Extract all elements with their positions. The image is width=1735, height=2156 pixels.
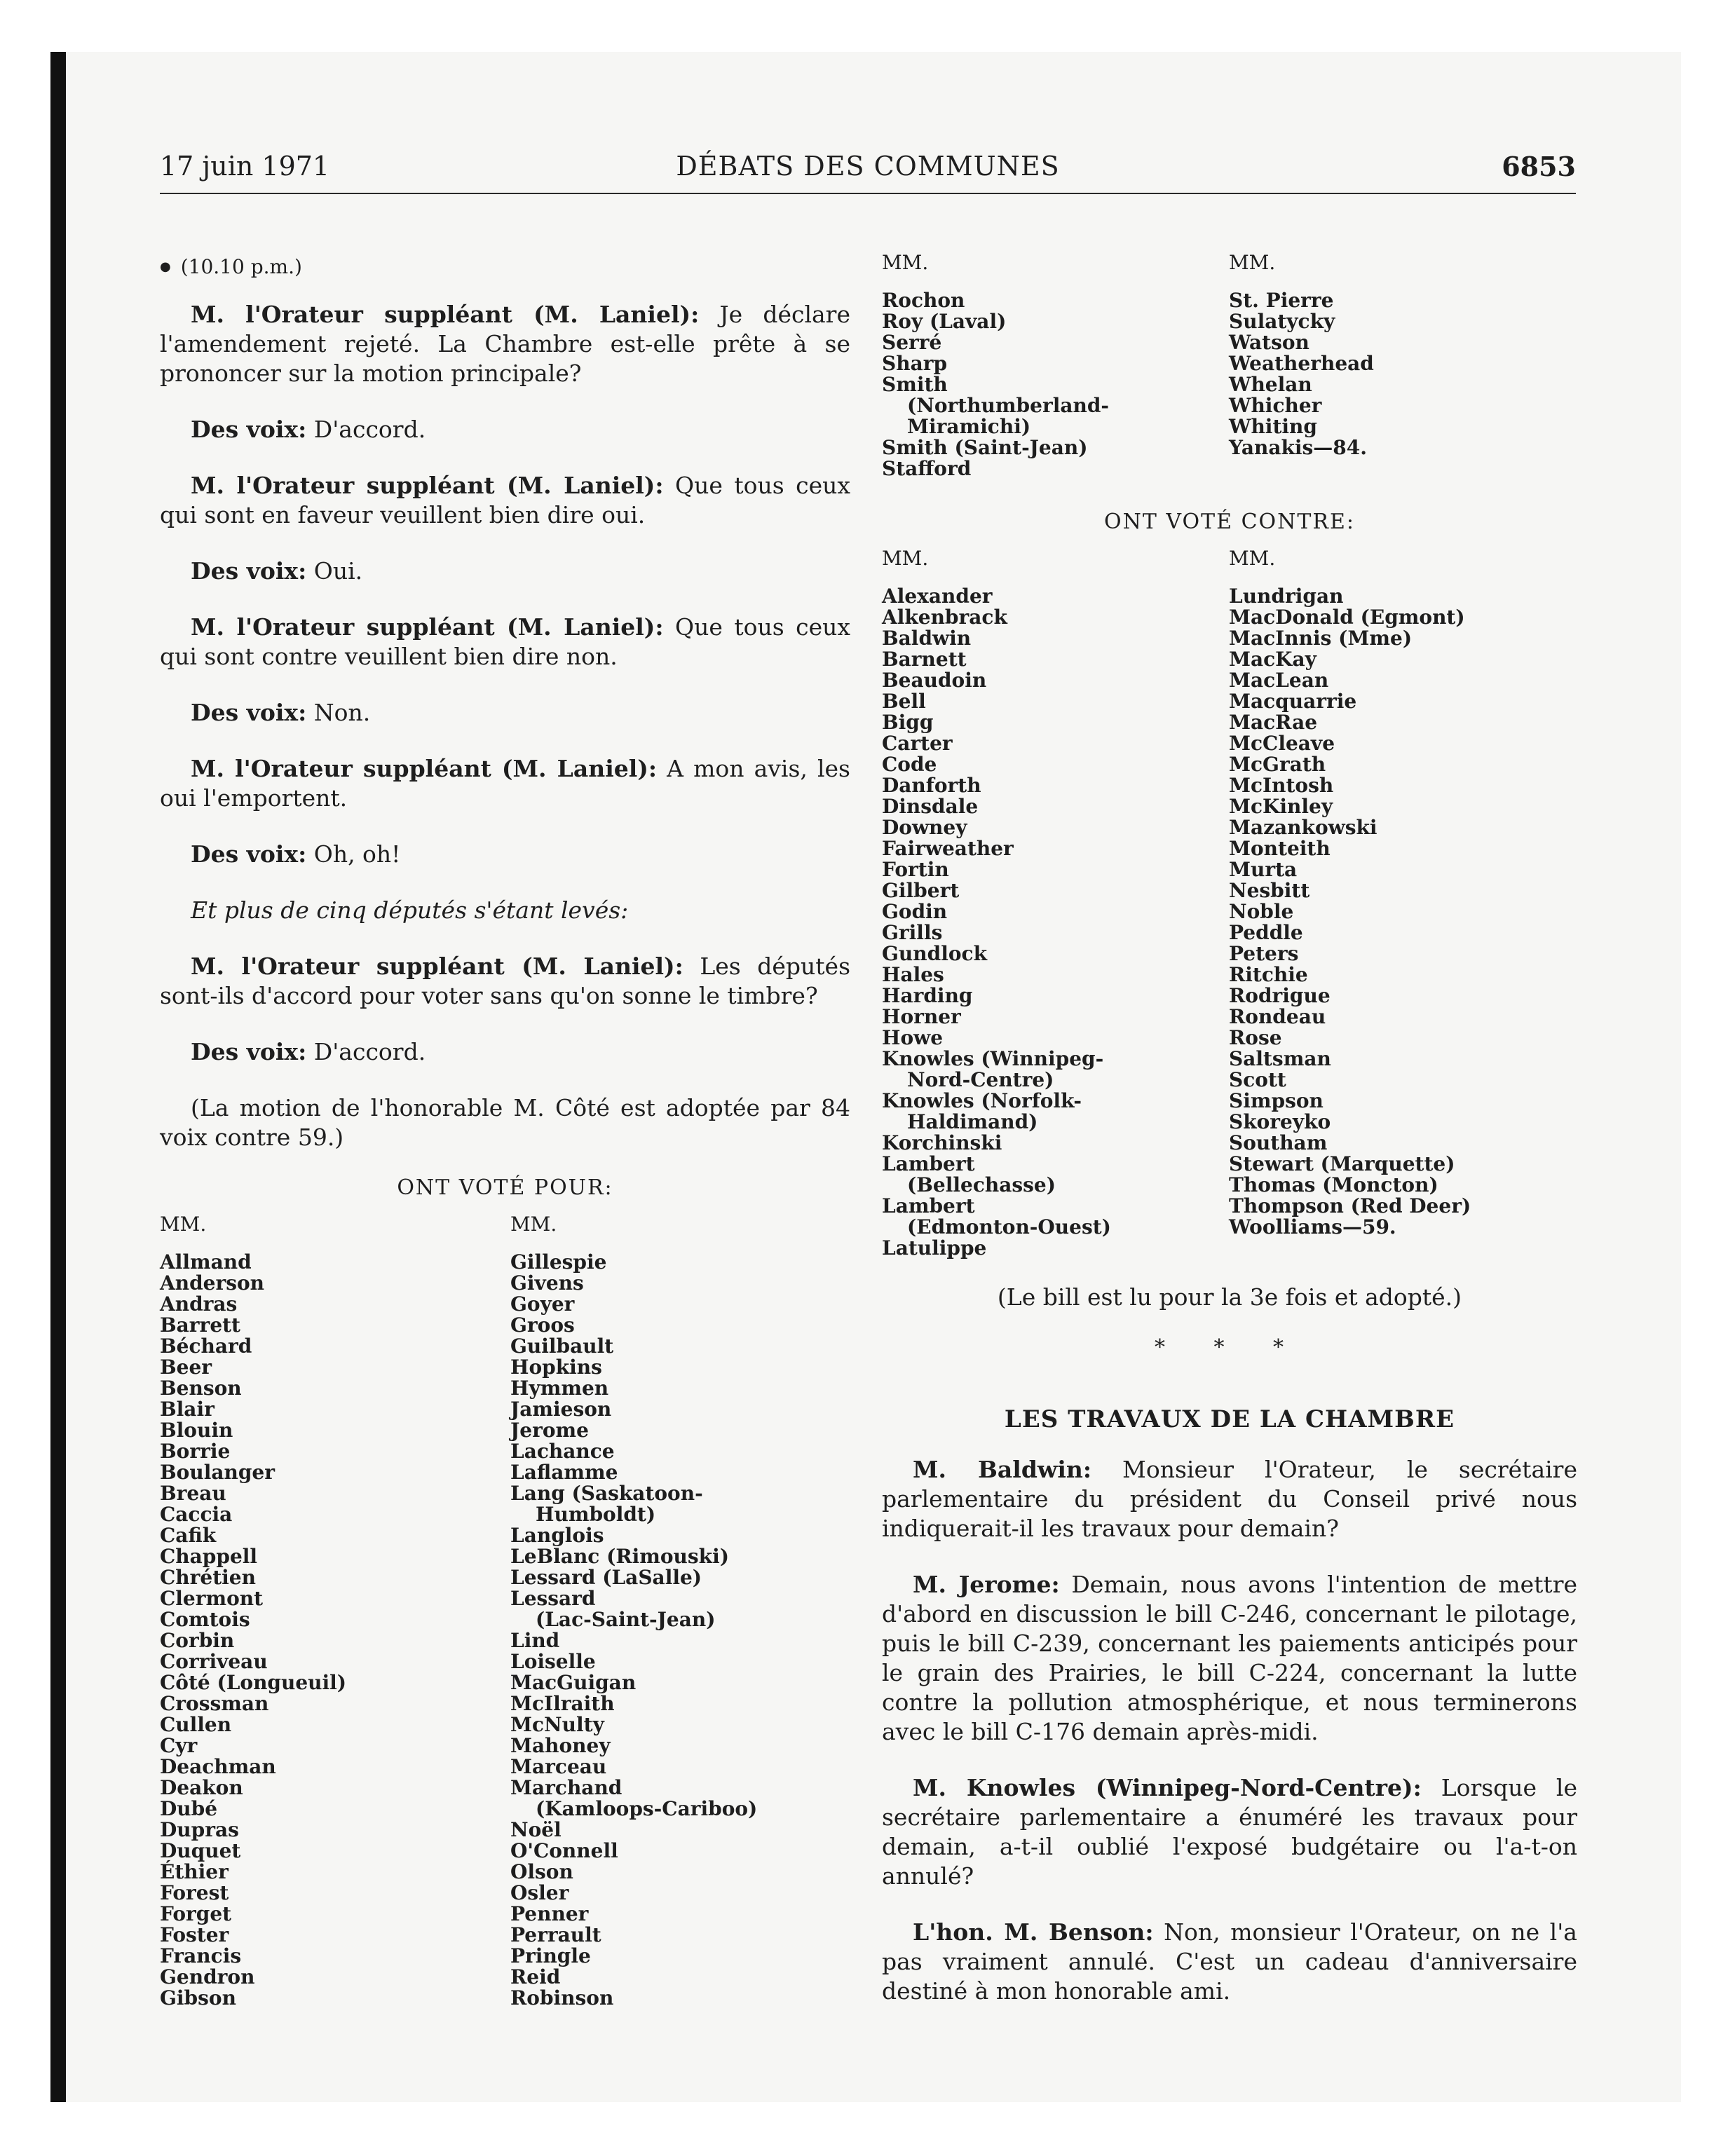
member-name: Gendron [160, 1965, 255, 1988]
section-title: LES TRAVAUX DE LA CHAMBRE [1004, 1405, 1455, 1433]
member-name: Hymmen [510, 1377, 609, 1400]
speech: Oh, oh! [313, 840, 401, 868]
member-name: Yanakis—84. [1229, 436, 1367, 459]
member-name: Anderson [160, 1271, 265, 1295]
member-name: Noble [1229, 900, 1294, 923]
member-name: Harding [882, 984, 973, 1007]
paragraph [160, 613, 850, 671]
column-header: MM. [1229, 547, 1276, 570]
scan-edge [50, 52, 66, 2102]
speech: Non. [313, 699, 371, 726]
member-name: Groos [510, 1314, 575, 1337]
speaker: Des voix: [191, 840, 307, 868]
right-column [882, 252, 1577, 2033]
column-header: MM. [882, 547, 929, 570]
speaker: M. Jerome: [913, 1571, 1060, 1598]
member-name: St. Pierre [1229, 289, 1334, 312]
motion-result: (La motion de l'honorable M. Côté est adoptée par 84 voix contre 59.) [160, 1094, 850, 1151]
paragraph [882, 1918, 1577, 2006]
speaker: L'hon. M. Benson: [913, 1918, 1154, 1946]
member-name: Lessard [510, 1587, 596, 1610]
member-name: O'Connell [510, 1839, 618, 1862]
member-name: Smith (Saint-Jean) [882, 436, 1088, 459]
member-name: Clermont [160, 1587, 264, 1610]
member-name: Whelan [1229, 373, 1312, 396]
member-name: Baldwin [882, 627, 972, 650]
vote-list-pour-continued [882, 252, 1577, 479]
member-name: Fortin [882, 858, 949, 881]
member-name: Chappell [160, 1545, 258, 1568]
member-name: (Bellechasse) [907, 1173, 1056, 1196]
member-name: Gillespie [510, 1250, 607, 1274]
member-name: Lundrigan [1229, 585, 1344, 608]
member-name: Breau [160, 1482, 226, 1505]
stage-direction: Et plus de cinq députés s'étant levés: [191, 896, 629, 924]
vote-heading-contre: ONT VOTÉ CONTRE: [1104, 510, 1355, 534]
member-name: Downey [882, 816, 967, 839]
member-name: Robinson [510, 1986, 614, 2010]
member-name: McNulty [510, 1713, 604, 1736]
speaker: Des voix: [191, 1038, 307, 1065]
member-name: Marceau [510, 1755, 607, 1778]
member-name: McGrath [1229, 753, 1326, 776]
speech: A mon avis, les oui l'emportent. [160, 755, 850, 812]
paragraph [160, 952, 850, 1011]
member-name: Lind [510, 1629, 560, 1652]
member-name: Lachance [510, 1440, 615, 1463]
member-name: Jerome [510, 1419, 589, 1442]
member-name: Rodrigue [1229, 984, 1331, 1007]
member-name: Francis [160, 1944, 242, 1967]
member-name: MacKay [1229, 648, 1316, 671]
speech: Oui. [313, 557, 363, 585]
member-name: Barrett [160, 1314, 240, 1337]
member-name: Roy (Laval) [882, 310, 1007, 333]
speech: Je déclare l'amendement rejeté. La Chambre est-elle prête à se prononcer sur la motion principale? [160, 301, 850, 387]
member-name: Perrault [510, 1923, 601, 1946]
member-name: Woolliams—59. [1229, 1215, 1396, 1239]
speech: Lorsque le secrétaire parlementaire a énuméré les travaux pour demain, a-t-il oublié l'exposé budgétaire ou l'a-t-on annulé? [882, 1774, 1577, 1890]
member-name: Monteith [1229, 837, 1331, 860]
member-name: Saltsman [1229, 1047, 1331, 1070]
paragraph [160, 1037, 850, 1067]
member-name: Jamieson [510, 1398, 612, 1421]
member-name: Sulatycky [1229, 310, 1335, 333]
member-name: Thompson (Red Deer) [1229, 1194, 1471, 1217]
member-name: Givens [510, 1271, 584, 1295]
member-name: Alkenbrack [882, 606, 1007, 629]
member-name: Éthier [160, 1860, 229, 1883]
member-name: Miramichi) [907, 415, 1031, 438]
member-name: Reid [510, 1965, 561, 1988]
paragraph [882, 1570, 1577, 1747]
member-name: (Edmonton-Ouest) [907, 1215, 1111, 1239]
member-name: Beer [160, 1356, 212, 1379]
member-name: Noël [510, 1818, 562, 1841]
member-name: Sharp [882, 352, 948, 375]
member-name: Deachman [160, 1755, 276, 1778]
member-name: Rondeau [1229, 1005, 1326, 1028]
member-name: Howe [882, 1026, 944, 1049]
member-name: Côté (Longueuil) [160, 1671, 347, 1694]
member-name: Bigg [882, 711, 934, 734]
member-name: McKinley [1229, 795, 1333, 818]
member-name: Whiting [1229, 415, 1317, 438]
member-name: Borrie [160, 1440, 231, 1463]
member-name: Horner [882, 1005, 961, 1028]
member-name: Gibson [160, 1986, 236, 2010]
running-header [160, 151, 1576, 194]
member-name: Barnett [882, 648, 967, 671]
speaker: M. Baldwin: [913, 1456, 1092, 1483]
paragraph [882, 1455, 1577, 1543]
member-name: Corbin [160, 1629, 235, 1652]
member-name: Peddle [1229, 921, 1303, 944]
member-name: Andras [160, 1292, 238, 1316]
member-name: Fairweather [882, 837, 1014, 860]
member-name: Lang (Saskatoon- [510, 1482, 703, 1505]
member-name: Osler [510, 1881, 569, 1904]
member-name: Langlois [510, 1524, 604, 1547]
member-name: Carter [882, 732, 953, 755]
member-name: Weatherhead [1229, 352, 1374, 375]
member-name: Smith [882, 373, 948, 396]
member-name: Lambert [882, 1152, 975, 1175]
member-name: Haldimand) [907, 1110, 1038, 1133]
member-name: Cullen [160, 1713, 232, 1736]
member-name: Whicher [1229, 394, 1322, 417]
member-name: Latulippe [882, 1236, 987, 1260]
member-name: Comtois [160, 1608, 250, 1631]
member-name: Cyr [160, 1734, 198, 1757]
bill-result: (Le bill est lu pour la 3e fois et adopté.) [997, 1283, 1462, 1311]
member-name: Hales [882, 963, 944, 986]
paragraph [160, 557, 850, 586]
member-name: Foster [160, 1923, 229, 1946]
member-name: McIlraith [510, 1692, 615, 1715]
name-column [1229, 252, 1576, 479]
member-name: Knowles (Norfolk- [882, 1089, 1082, 1112]
paragraph [160, 840, 850, 869]
speech: D'accord. [313, 1038, 426, 1065]
member-name: Dinsdale [882, 795, 979, 818]
member-name: Blair [160, 1398, 215, 1421]
member-name: Guilbault [510, 1335, 614, 1358]
member-name: Cafik [160, 1524, 217, 1547]
member-name: Allmand [160, 1250, 252, 1274]
column-header: MM. [882, 251, 929, 274]
member-name: Peters [1229, 942, 1299, 965]
name-column [160, 1214, 510, 2009]
member-name: Knowles (Winnipeg- [882, 1047, 1104, 1070]
speaker: M. l'Orateur suppléant (M. Laniel): [191, 613, 664, 641]
member-name: Simpson [1229, 1089, 1324, 1112]
timestamp: ● (10.10 p.m.) [160, 252, 850, 285]
member-name: Nord-Centre) [907, 1068, 1054, 1091]
left-column [160, 252, 850, 2009]
member-name: Mazankowski [1229, 816, 1377, 839]
member-name: Laflamme [510, 1461, 618, 1484]
member-name: (Lac-Saint-Jean) [536, 1608, 716, 1631]
member-name: LeBlanc (Rimouski) [510, 1545, 729, 1568]
member-name: Duquet [160, 1839, 241, 1862]
member-name: Crossman [160, 1692, 269, 1715]
member-name: Stewart (Marquette) [1229, 1152, 1455, 1175]
member-name: Rose [1229, 1026, 1282, 1049]
member-name: Pringle [510, 1944, 591, 1967]
member-name: Béchard [160, 1335, 252, 1358]
member-name: Gundlock [882, 942, 987, 965]
member-name: Stafford [882, 457, 972, 480]
member-name: Forest [160, 1881, 229, 1904]
speech: Que tous ceux qui sont en faveur veuillent bien dire oui. [160, 472, 850, 528]
member-name: MacDonald (Egmont) [1229, 606, 1465, 629]
paragraph [160, 471, 850, 530]
member-name: Deakon [160, 1776, 243, 1799]
member-name: Southam [1229, 1131, 1328, 1154]
member-name: MacLean [1229, 669, 1329, 692]
member-name: Blouin [160, 1419, 233, 1442]
member-name: Goyer [510, 1292, 575, 1316]
name-column [510, 1214, 847, 2009]
member-name: (Kamloops-Cariboo) [536, 1797, 758, 1820]
header-date: 17 juin 1971 [160, 151, 330, 182]
column-header: MM. [1229, 251, 1276, 274]
member-name: Lessard (LaSalle) [510, 1566, 702, 1589]
member-name: McCleave [1229, 732, 1335, 755]
member-name: Corriveau [160, 1650, 268, 1673]
speaker: M. l'Orateur suppléant (M. Laniel): [191, 953, 683, 980]
speech: Les députés sont-ils d'accord pour voter sans qu'on sonne le timbre? [160, 953, 850, 1009]
member-name: Lambert [882, 1194, 975, 1217]
member-name: Caccia [160, 1503, 233, 1526]
member-name: Grills [882, 921, 943, 944]
member-name: Dupras [160, 1818, 239, 1841]
member-name: Murta [1229, 858, 1298, 881]
name-column [882, 548, 1229, 1259]
speaker: M. l'Orateur suppléant (M. Laniel): [191, 301, 700, 328]
member-name: Danforth [882, 774, 981, 797]
paragraph [160, 698, 850, 728]
member-name: Mahoney [510, 1734, 611, 1757]
speech: Que tous ceux qui sont contre veuillent bien dire non. [160, 613, 850, 670]
member-name: MacRae [1229, 711, 1318, 734]
speaker: Des voix: [191, 557, 307, 585]
member-name: Olson [510, 1860, 573, 1883]
speaker: M. l'Orateur suppléant (M. Laniel): [191, 755, 658, 782]
member-name: Forget [160, 1902, 232, 1925]
member-name: Boulanger [160, 1461, 275, 1484]
page-number: 6853 [1502, 151, 1576, 182]
member-name: Humboldt) [536, 1503, 656, 1526]
speech: Demain, nous avons l'intention de mettre d'abord en discussion le bill C-246, concernant le pilotage, puis le bill C-239, concernant les paiements anticipés pour le grain des Prairies, le bill C-224, concernant la lutte contre la pollution atmosphérique, et nous terminerons avec le bill C-176 demain après-midi. [882, 1571, 1578, 1745]
member-name: Gilbert [882, 879, 960, 902]
member-name: Rochon [882, 289, 965, 312]
member-name: McIntosh [1229, 774, 1334, 797]
member-name: Watson [1229, 331, 1309, 354]
member-name: Dubé [160, 1797, 218, 1820]
member-name: Alexander [882, 585, 993, 608]
member-name: MacGuigan [510, 1671, 637, 1694]
vote-list-contre [882, 548, 1577, 1259]
member-name: Beaudoin [882, 669, 987, 692]
member-name: Serré [882, 331, 942, 354]
name-column [1229, 548, 1576, 1259]
speaker: M. Knowles (Winnipeg-Nord-Centre): [913, 1774, 1422, 1801]
vote-list-pour [160, 1214, 850, 2009]
member-name: Skoreyko [1229, 1110, 1331, 1133]
member-name: Macquarrie [1229, 690, 1357, 713]
section-separator: * * * [1154, 1335, 1305, 1360]
speaker: Des voix: [191, 416, 307, 443]
member-name: Scott [1229, 1068, 1286, 1091]
vote-heading-pour: ONT VOTÉ POUR: [397, 1175, 613, 1200]
paragraph [882, 1773, 1577, 1891]
speaker: Des voix: [191, 699, 307, 726]
member-name: Nesbitt [1229, 879, 1310, 902]
speaker: M. l'Orateur suppléant (M. Laniel): [191, 472, 664, 499]
header-title: DÉBATS DES COMMUNES [676, 151, 1060, 182]
member-name: Loiselle [510, 1650, 596, 1673]
speech: D'accord. [313, 416, 426, 443]
member-name: MacInnis (Mme) [1229, 627, 1413, 650]
paragraph [160, 300, 850, 388]
member-name: Hopkins [510, 1356, 602, 1379]
member-name: Thomas (Moncton) [1229, 1173, 1438, 1196]
speech: Monsieur l'Orateur, le secrétaire parlementaire du président du Conseil privé nous indiquerait-il les travaux pour demain? [882, 1456, 1577, 1542]
speech: Non, monsieur l'Orateur, on ne l'a pas vraiment annulé. C'est un cadeau d'anniversaire destiné à mon honorable ami. [882, 1918, 1577, 2005]
name-column [882, 252, 1229, 479]
member-name: Code [882, 753, 937, 776]
member-name: Marchand [510, 1776, 622, 1799]
column-header: MM. [510, 1213, 557, 1236]
member-name: Chrétien [160, 1566, 256, 1589]
member-name: Korchinski [882, 1131, 1002, 1154]
member-name: (Northumberland- [907, 394, 1110, 417]
paragraph [160, 415, 850, 444]
member-name: Godin [882, 900, 948, 923]
member-name: Penner [510, 1902, 589, 1925]
member-name: Benson [160, 1377, 242, 1400]
member-name: Bell [882, 690, 926, 713]
paragraph [160, 754, 850, 813]
member-name: Ritchie [1229, 963, 1308, 986]
column-header: MM. [160, 1213, 207, 1236]
